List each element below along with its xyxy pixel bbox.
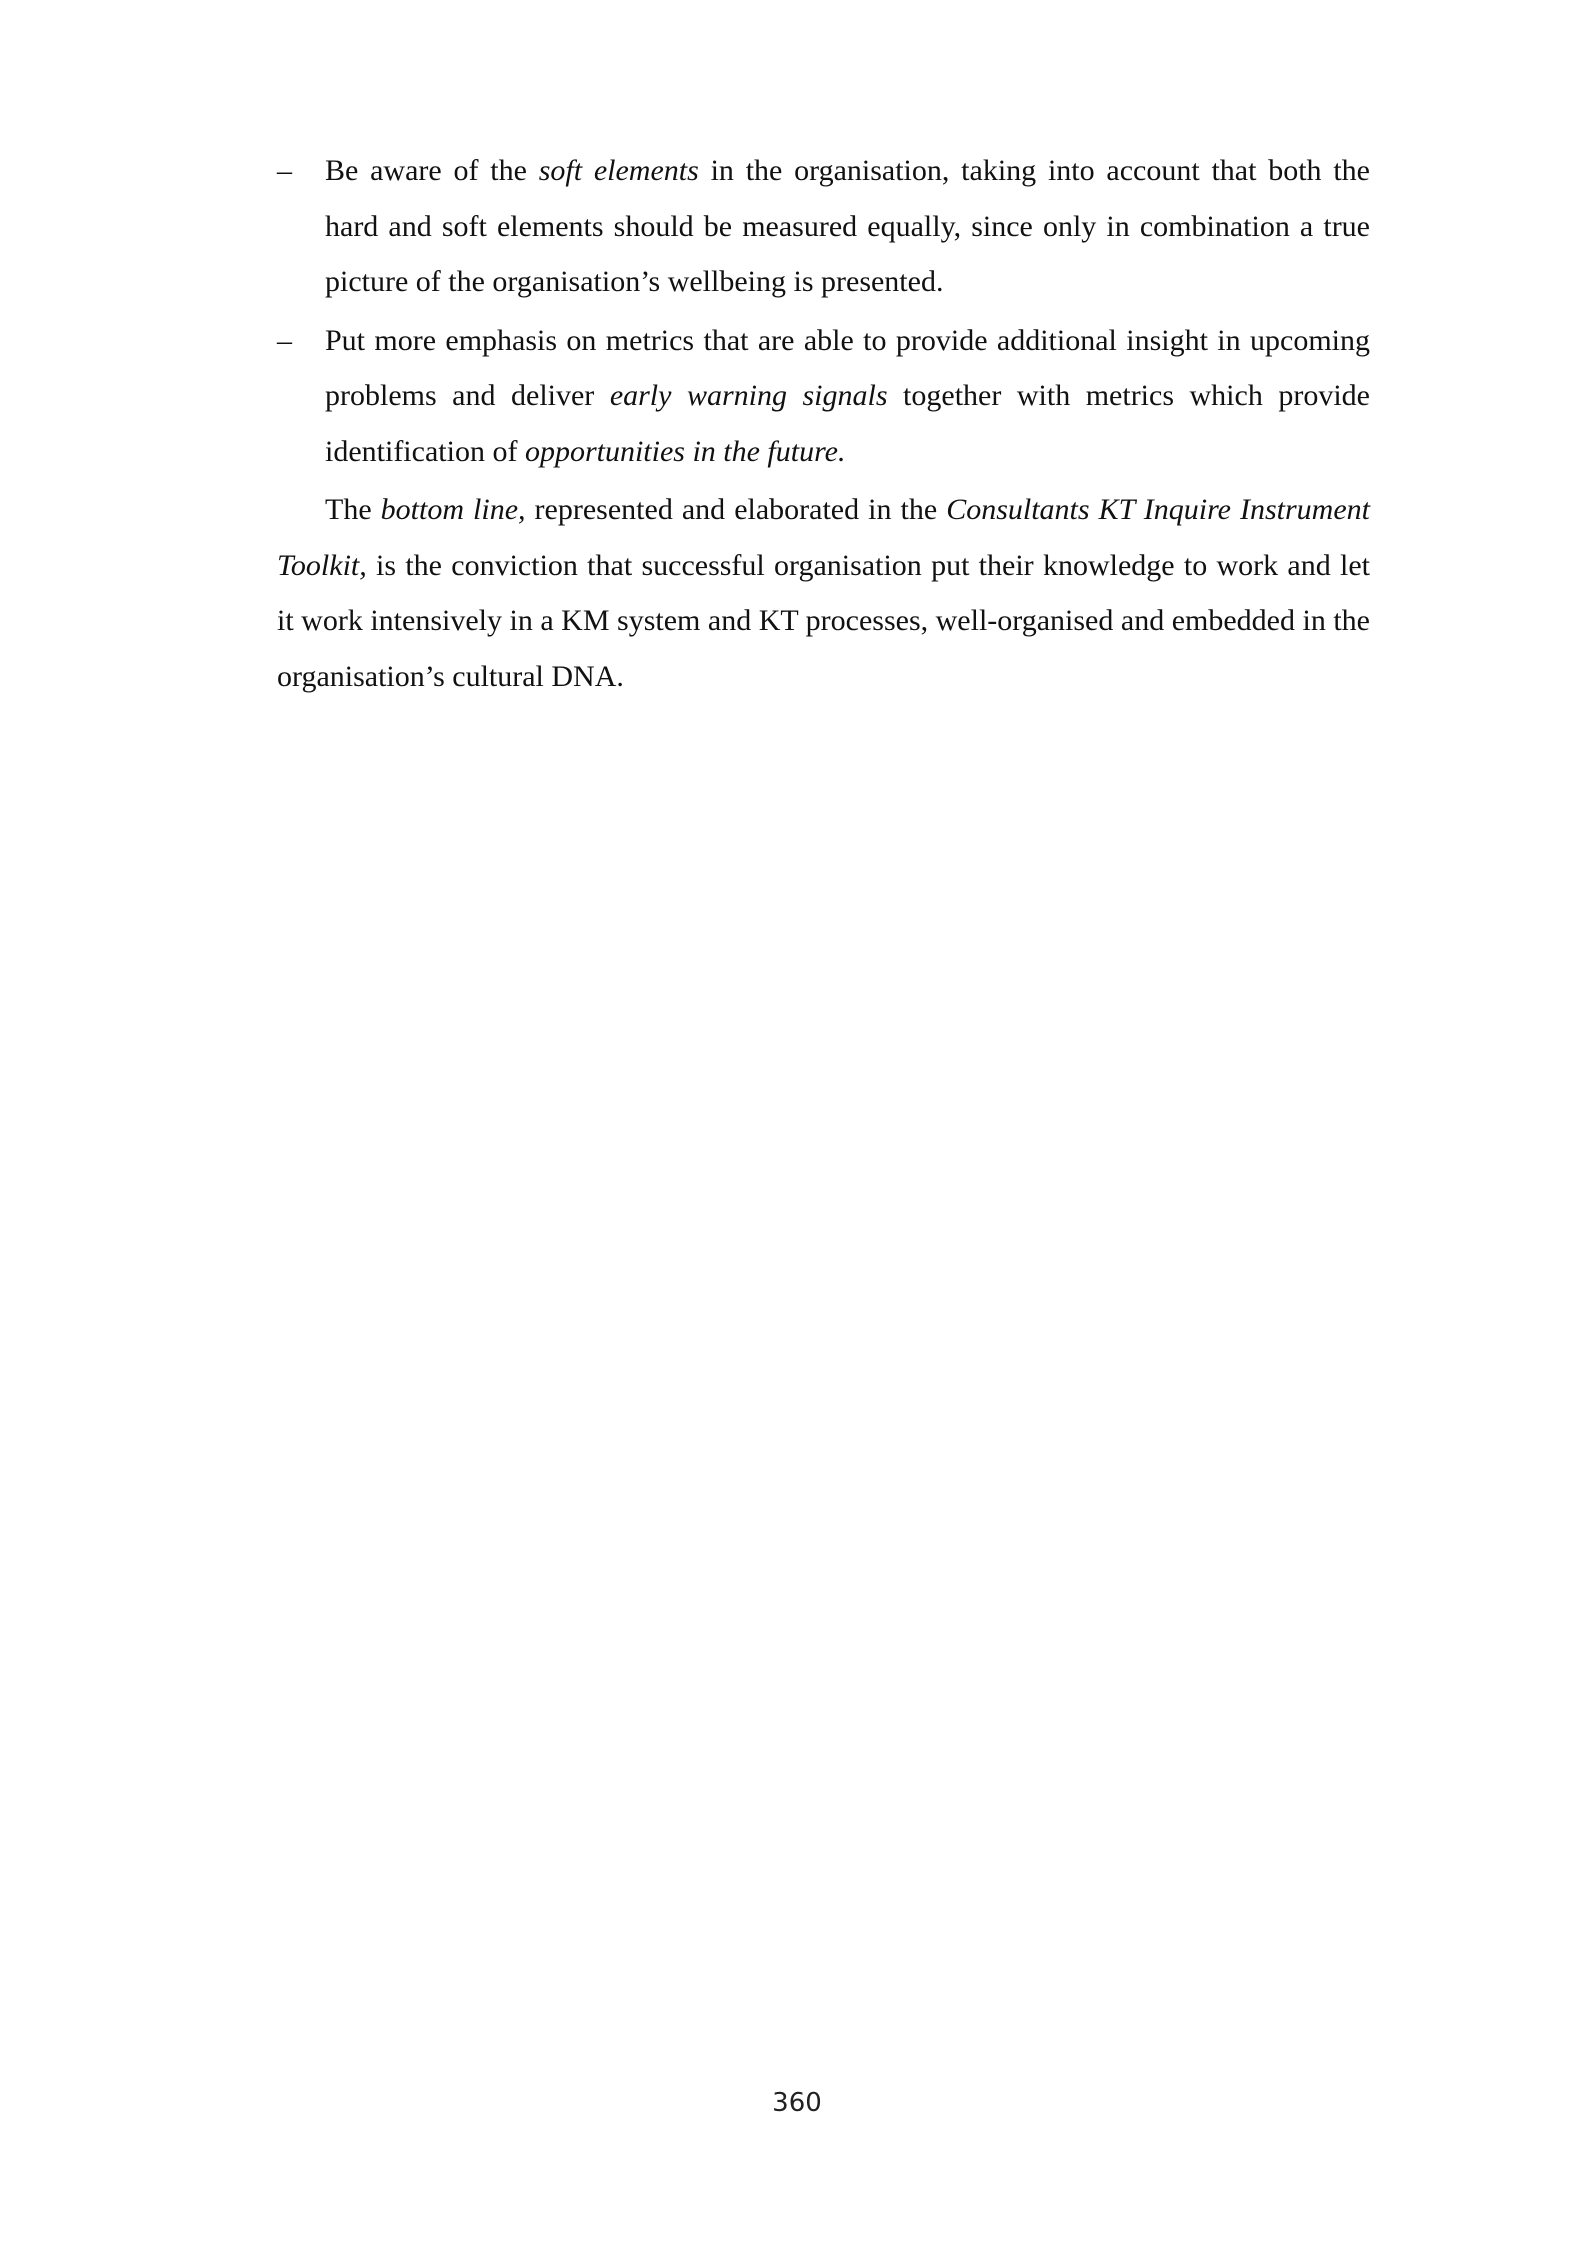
text-run: Be aware of the bbox=[325, 154, 539, 187]
body-paragraph-bottom-line bbox=[277, 482, 1370, 704]
italic-text-run: bottom line, bbox=[380, 493, 526, 526]
text-run: in the organisation, taking into account that both the hard and soft elements should be measured equally, since only in combination a true picture of the organisation’s wellbeing is presented. bbox=[325, 154, 1370, 298]
text-run: is the conviction that successful organisation put their knowledge to work and let it work intensively in a KM system and KT processes, well-organised and embedded in the organisation’s cultural DNA. bbox=[277, 548, 1370, 693]
italic-text-run: Consultants KT Inquire Instrument Toolkit, bbox=[277, 493, 1370, 582]
text-run: represented and elaborated in the bbox=[525, 493, 947, 526]
page-body bbox=[277, 143, 1370, 704]
text-run: together with metrics which provide identification of bbox=[325, 379, 1370, 468]
italic-text-run: early warning signals bbox=[609, 379, 888, 412]
bullet-item-soft-elements bbox=[277, 143, 1370, 310]
text-run: The bbox=[325, 493, 381, 526]
text-run: Put more emphasis on metrics that are able to provide additional insight in upcoming problems and deliver bbox=[325, 323, 1370, 412]
page-number: 360 bbox=[772, 2088, 822, 2118]
bullet-dash: – bbox=[277, 154, 292, 187]
bullet-dash: – bbox=[277, 323, 292, 357]
italic-text-run: soft elements bbox=[538, 154, 699, 187]
italic-text-run: opportunities in the future. bbox=[524, 434, 846, 468]
bullet-item-metrics-emphasis bbox=[277, 313, 1370, 480]
